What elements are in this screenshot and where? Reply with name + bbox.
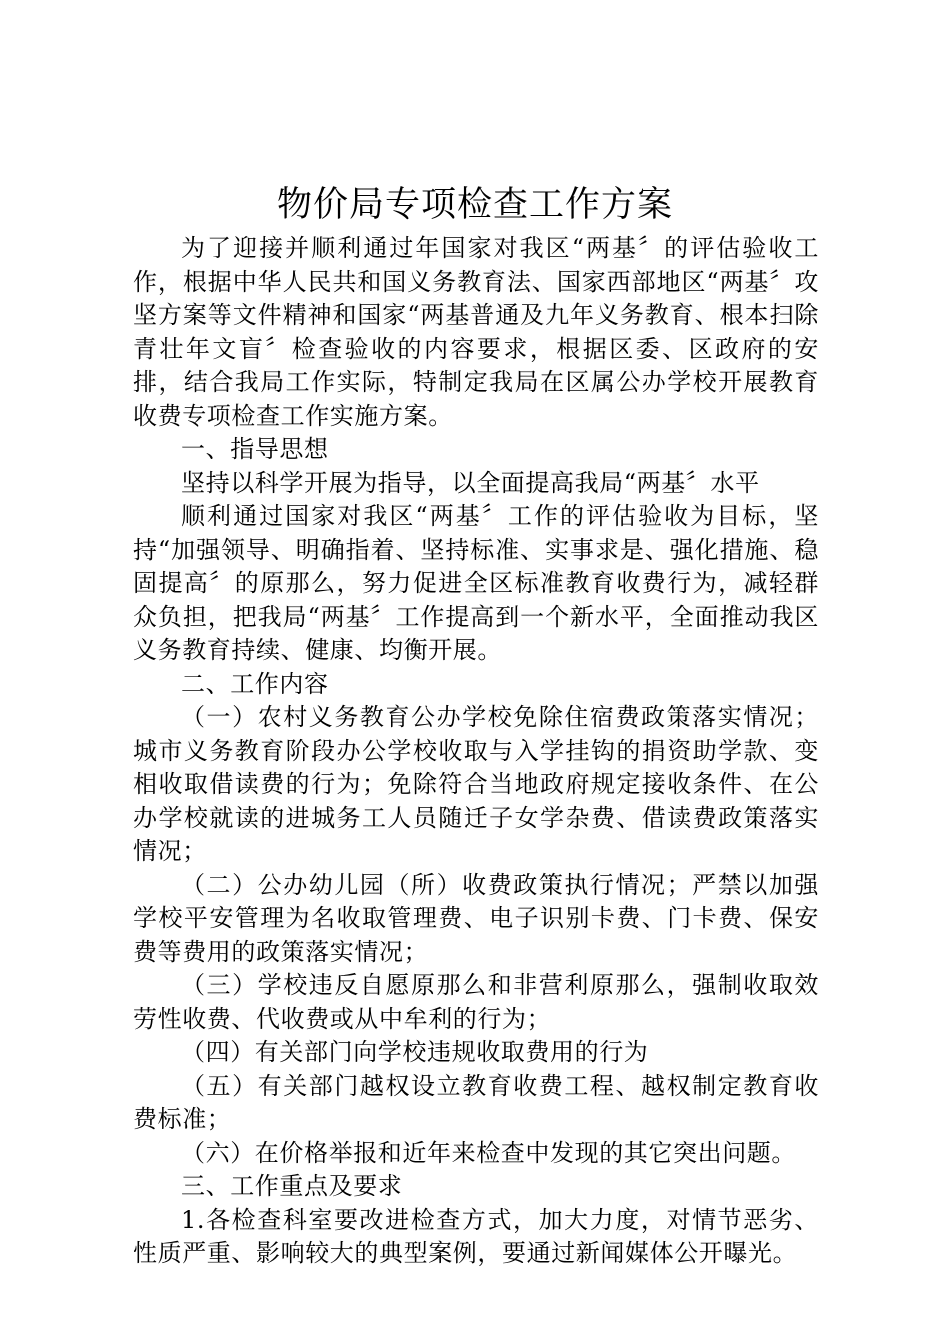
paragraph-guiding-2: 顺利通过国家对我区“两基〞工作的评估验收为目标，坚持“加强领导、明确指着、坚持标准、实事求是、强化措施、稳固提高〞的原那么，努力促进全区标准教育收费行为，减轻群众负担，把我局“两基〞工作提高到一个新水平，全面推动我区义务教育持续、健康、均衡开展。 [133,502,819,664]
paragraph-guiding-1: 坚持以科学开展为指导，以全面提高我局“两基〞水平 [181,468,760,497]
section-heading-guiding-thought: 一、指导思想 [181,435,329,463]
section-heading-key-points: 三、工作重点及要求 [181,1172,403,1200]
paragraph-item-3: （三）学校违反自愿原那么和非营利原那么，强制收取效劳性收费、代收费或从中牟利的行为； [133,971,819,1033]
paragraph-item-2: （二）公办幼儿园（所）收费政策执行情况；严禁以加强学校平安管理为名收取管理费、电子识别卡费、门卡费、保安费等费用的政策落实情况； [133,870,819,966]
paragraph-item-1: （一）农村义务教育公办学校免除住宿费政策落实情况；城市义务教育阶段办公学校收取与入学挂钩的捐资助学款、变相收取借读费的行为；免除符合当地政府规定接收条件、在公办学校就读的进城务工人员随迁子女学杂费、借读费政策落实情况； [133,703,819,865]
paragraph-intro: 为了迎接并顺利通过年国家对我区“两基〞的评估验收工作，根据中华人民共和国义务教育法、国家西部地区“两基〞攻坚方案等文件精神和国家“两基普通及九年义务教育、根本扫除青壮年文盲〞检查验收的内容要求，根据区委、区政府的安排，结合我局工作实际，特制定我局在区属公办学校开展教育收费专项检查工作实施方案。 [133,234,819,430]
paragraph-item-5: （五）有关部门越权设立教育收费工程、越权制定教育收费标准； [133,1071,819,1133]
paragraph-requirement-1: 1.各检查科室要改进检查方式，加大力度，对情节恶劣、性质严重、影响较大的典型案例，要通过新闻媒体公开曝光。 [133,1205,819,1267]
paragraph-item-4: （四）有关部门向学校违规收取费用的行为 [181,1038,649,1066]
document-title: 物价局专项检查工作方案 [276,185,673,225]
document-body [133,232,819,1271]
paragraph-item-6: （六）在价格举报和近年来检查中发现的其它突出问题。 [181,1138,796,1167]
section-heading-work-content: 二、工作内容 [181,669,329,698]
